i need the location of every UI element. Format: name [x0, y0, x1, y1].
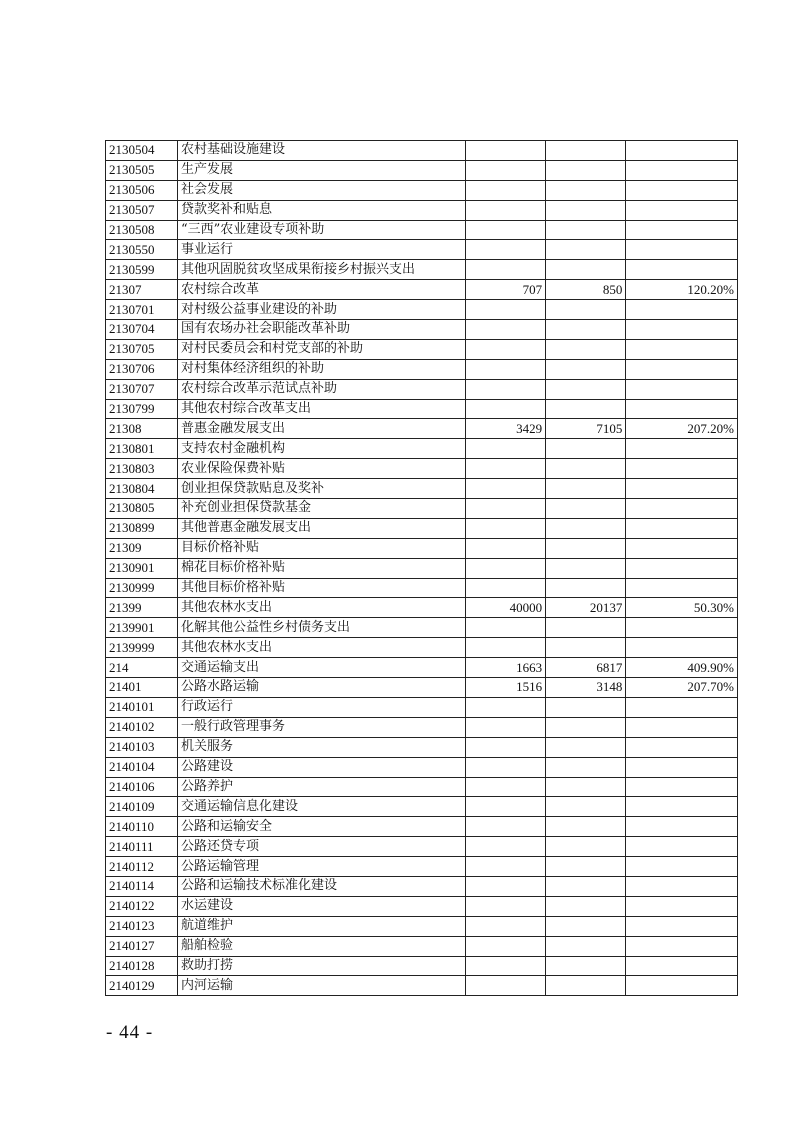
row-value1-cell — [465, 638, 545, 658]
row-code-cell: 2140103 — [106, 737, 178, 757]
row-value2-cell — [546, 956, 626, 976]
row-value1-cell: 1663 — [465, 658, 545, 678]
row-percent-cell — [626, 777, 738, 797]
row-percent-cell — [626, 757, 738, 777]
row-value1-cell — [465, 141, 545, 161]
table-row — [106, 260, 738, 280]
table-row — [106, 280, 738, 300]
table-row — [106, 538, 738, 558]
row-value2-cell — [546, 518, 626, 538]
row-percent-cell: 120.20% — [626, 280, 738, 300]
row-value2-cell: 6817 — [546, 658, 626, 678]
row-code-cell: 2130507 — [106, 200, 178, 220]
row-value2-cell — [546, 240, 626, 260]
row-percent-cell — [626, 896, 738, 916]
row-name-cell: 公路运输管理 — [177, 857, 465, 877]
row-name-cell: 农村综合改革 — [177, 280, 465, 300]
row-name-cell: 棉花目标价格补贴 — [177, 558, 465, 578]
row-code-cell: 21307 — [106, 280, 178, 300]
row-value2-cell — [546, 339, 626, 359]
row-value1-cell: 707 — [465, 280, 545, 300]
table-row — [106, 817, 738, 837]
row-value1-cell — [465, 339, 545, 359]
row-percent-cell — [626, 379, 738, 399]
row-percent-cell — [626, 837, 738, 857]
row-value2-cell — [546, 141, 626, 161]
table-row — [106, 300, 738, 320]
row-value2-cell — [546, 916, 626, 936]
row-value2-cell: 20137 — [546, 598, 626, 618]
row-value2-cell — [546, 876, 626, 896]
table-row — [106, 658, 738, 678]
row-value2-cell — [546, 618, 626, 638]
row-code-cell: 2130901 — [106, 558, 178, 578]
row-code-cell: 2130999 — [106, 578, 178, 598]
row-value1-cell — [465, 359, 545, 379]
row-name-cell: 农业保险保费补贴 — [177, 459, 465, 479]
row-percent-cell — [626, 240, 738, 260]
row-value2-cell — [546, 757, 626, 777]
row-value1-cell — [465, 479, 545, 499]
row-value1-cell — [465, 260, 545, 280]
row-value2-cell — [546, 817, 626, 837]
table-row — [106, 638, 738, 658]
row-value2-cell — [546, 857, 626, 877]
row-name-cell: 内河运输 — [177, 976, 465, 996]
row-value1-cell — [465, 240, 545, 260]
row-code-cell: 2139999 — [106, 638, 178, 658]
row-value1-cell: 3429 — [465, 419, 545, 439]
row-percent-cell: 207.20% — [626, 419, 738, 439]
row-percent-cell — [626, 320, 738, 340]
budget-table — [105, 140, 738, 996]
table-row — [106, 320, 738, 340]
row-value1-cell — [465, 320, 545, 340]
row-code-cell: 21308 — [106, 419, 178, 439]
row-code-cell: 2140127 — [106, 936, 178, 956]
row-name-cell: 农村综合改革示范试点补助 — [177, 379, 465, 399]
table-row — [106, 200, 738, 220]
row-value2-cell — [546, 459, 626, 479]
row-code-cell: 2140129 — [106, 976, 178, 996]
table-row — [106, 678, 738, 698]
table-row — [106, 558, 738, 578]
table-row — [106, 399, 738, 419]
row-name-cell: 公路建设 — [177, 757, 465, 777]
row-value2-cell — [546, 479, 626, 499]
table-row — [106, 439, 738, 459]
row-code-cell: 2130599 — [106, 260, 178, 280]
row-name-cell: 公路和运输安全 — [177, 817, 465, 837]
row-name-cell: 化解其他公益性乡村债务支出 — [177, 618, 465, 638]
row-value2-cell — [546, 160, 626, 180]
row-name-cell: 其他目标价格补贴 — [177, 578, 465, 598]
row-value1-cell — [465, 936, 545, 956]
table-row — [106, 578, 738, 598]
row-value2-cell: 850 — [546, 280, 626, 300]
row-value2-cell — [546, 578, 626, 598]
table-row — [106, 141, 738, 161]
table-row — [106, 797, 738, 817]
row-percent-cell — [626, 220, 738, 240]
row-percent-cell — [626, 300, 738, 320]
row-name-cell: 公路和运输技术标准化建设 — [177, 876, 465, 896]
budget-table-body — [106, 141, 738, 996]
row-percent-cell — [626, 160, 738, 180]
row-value2-cell — [546, 737, 626, 757]
table-row — [106, 876, 738, 896]
table-row — [106, 896, 738, 916]
row-value2-cell — [546, 260, 626, 280]
row-percent-cell — [626, 578, 738, 598]
row-code-cell: 2130506 — [106, 180, 178, 200]
row-value2-cell — [546, 697, 626, 717]
row-code-cell: 214 — [106, 658, 178, 678]
row-name-cell: 公路养护 — [177, 777, 465, 797]
row-code-cell: 2130701 — [106, 300, 178, 320]
row-name-cell: 船舶检验 — [177, 936, 465, 956]
row-code-cell: 2140106 — [106, 777, 178, 797]
table-row — [106, 956, 738, 976]
row-value1-cell — [465, 499, 545, 519]
row-value2-cell — [546, 300, 626, 320]
row-name-cell: 其他农林水支出 — [177, 598, 465, 618]
row-name-cell: 交通运输支出 — [177, 658, 465, 678]
row-code-cell: 2130550 — [106, 240, 178, 260]
row-value1-cell — [465, 200, 545, 220]
row-name-cell: 行政运行 — [177, 697, 465, 717]
row-percent-cell — [626, 857, 738, 877]
page-number: - 44 - — [106, 1022, 154, 1043]
row-percent-cell — [626, 200, 738, 220]
row-name-cell: 目标价格补贴 — [177, 538, 465, 558]
row-code-cell: 2140109 — [106, 797, 178, 817]
row-value1-cell — [465, 558, 545, 578]
row-value1-cell — [465, 896, 545, 916]
row-name-cell: 其他农村综合改革支出 — [177, 399, 465, 419]
row-percent-cell — [626, 359, 738, 379]
row-value1-cell — [465, 857, 545, 877]
row-code-cell: 2130799 — [106, 399, 178, 419]
row-name-cell: 一般行政管理事务 — [177, 717, 465, 737]
row-name-cell: 救助打捞 — [177, 956, 465, 976]
table-row — [106, 339, 738, 359]
row-code-cell: 2130705 — [106, 339, 178, 359]
row-percent-cell — [626, 518, 738, 538]
row-percent-cell — [626, 180, 738, 200]
row-code-cell: 2140111 — [106, 837, 178, 857]
table-row — [106, 837, 738, 857]
row-code-cell: 2130505 — [106, 160, 178, 180]
row-percent-cell — [626, 558, 738, 578]
table-row — [106, 857, 738, 877]
table-row — [106, 518, 738, 538]
row-name-cell: 机关服务 — [177, 737, 465, 757]
row-code-cell: 2130803 — [106, 459, 178, 479]
row-name-cell: 创业担保贷款贴息及奖补 — [177, 479, 465, 499]
row-value1-cell — [465, 916, 545, 936]
row-value1-cell — [465, 439, 545, 459]
row-percent-cell — [626, 141, 738, 161]
table-row — [106, 220, 738, 240]
row-value1-cell — [465, 817, 545, 837]
row-value2-cell — [546, 399, 626, 419]
row-code-cell: 2140101 — [106, 697, 178, 717]
row-value1-cell — [465, 618, 545, 638]
row-name-cell: 普惠金融发展支出 — [177, 419, 465, 439]
row-value2-cell — [546, 359, 626, 379]
row-name-cell: 支持农村金融机构 — [177, 439, 465, 459]
row-name-cell: 交通运输信息化建设 — [177, 797, 465, 817]
row-percent-cell: 207.70% — [626, 678, 738, 698]
row-name-cell: 国有农场办社会职能改革补助 — [177, 320, 465, 340]
row-percent-cell — [626, 479, 738, 499]
row-percent-cell — [626, 956, 738, 976]
row-value1-cell — [465, 518, 545, 538]
row-percent-cell — [626, 976, 738, 996]
row-code-cell: 2140128 — [106, 956, 178, 976]
row-value1-cell — [465, 538, 545, 558]
row-code-cell: 21309 — [106, 538, 178, 558]
row-code-cell: 2140123 — [106, 916, 178, 936]
row-value2-cell — [546, 439, 626, 459]
row-name-cell: 贷款奖补和贴息 — [177, 200, 465, 220]
row-value2-cell — [546, 837, 626, 857]
row-percent-cell — [626, 339, 738, 359]
row-value2-cell: 7105 — [546, 419, 626, 439]
table-row — [106, 757, 738, 777]
table-row — [106, 697, 738, 717]
table-row — [106, 976, 738, 996]
table-row — [106, 160, 738, 180]
row-name-cell: 其他巩固脱贫攻坚成果衔接乡村振兴支出 — [177, 260, 465, 280]
row-value1-cell — [465, 876, 545, 896]
row-name-cell: 对村集体经济组织的补助 — [177, 359, 465, 379]
row-value1-cell: 1516 — [465, 678, 545, 698]
row-name-cell: 对村民委员会和村党支部的补助 — [177, 339, 465, 359]
row-code-cell: 2130801 — [106, 439, 178, 459]
row-value1-cell — [465, 379, 545, 399]
row-value1-cell — [465, 578, 545, 598]
table-row — [106, 777, 738, 797]
row-value1-cell — [465, 777, 545, 797]
row-value1-cell — [465, 956, 545, 976]
table-row — [106, 379, 738, 399]
row-name-cell: 水运建设 — [177, 896, 465, 916]
row-value2-cell — [546, 558, 626, 578]
row-code-cell: 2140114 — [106, 876, 178, 896]
row-percent-cell — [626, 817, 738, 837]
row-value1-cell — [465, 220, 545, 240]
row-value1-cell — [465, 160, 545, 180]
row-percent-cell — [626, 459, 738, 479]
row-value2-cell — [546, 717, 626, 737]
row-percent-cell — [626, 876, 738, 896]
row-value2-cell — [546, 976, 626, 996]
table-row — [106, 499, 738, 519]
row-code-cell: 2130805 — [106, 499, 178, 519]
row-percent-cell — [626, 916, 738, 936]
row-value2-cell — [546, 320, 626, 340]
row-value2-cell — [546, 797, 626, 817]
row-value2-cell — [546, 538, 626, 558]
table-row — [106, 479, 738, 499]
table-row — [106, 618, 738, 638]
row-value2-cell — [546, 220, 626, 240]
row-code-cell: 2130508 — [106, 220, 178, 240]
row-value2-cell — [546, 777, 626, 797]
row-code-cell: 2130899 — [106, 518, 178, 538]
row-code-cell: 2140102 — [106, 717, 178, 737]
row-code-cell: 21401 — [106, 678, 178, 698]
row-value1-cell — [465, 399, 545, 419]
row-name-cell: 航道维护 — [177, 916, 465, 936]
row-value1-cell — [465, 300, 545, 320]
row-code-cell: 2130707 — [106, 379, 178, 399]
row-value2-cell: 3148 — [546, 678, 626, 698]
row-code-cell: 21399 — [106, 598, 178, 618]
row-value2-cell — [546, 379, 626, 399]
row-value1-cell — [465, 976, 545, 996]
row-percent-cell — [626, 499, 738, 519]
row-percent-cell — [626, 399, 738, 419]
table-row — [106, 180, 738, 200]
row-value1-cell — [465, 697, 545, 717]
row-code-cell: 2140110 — [106, 817, 178, 837]
row-name-cell: 公路水路运输 — [177, 678, 465, 698]
row-name-cell: 农村基础设施建设 — [177, 141, 465, 161]
row-percent-cell — [626, 618, 738, 638]
row-name-cell: “三西”农业建设专项补助 — [177, 220, 465, 240]
row-percent-cell — [626, 638, 738, 658]
row-code-cell: 2139901 — [106, 618, 178, 638]
table-row — [106, 419, 738, 439]
row-code-cell: 2130804 — [106, 479, 178, 499]
row-value2-cell — [546, 200, 626, 220]
row-name-cell: 其他普惠金融发展支出 — [177, 518, 465, 538]
row-value1-cell — [465, 757, 545, 777]
row-code-cell: 2130704 — [106, 320, 178, 340]
row-percent-cell — [626, 797, 738, 817]
row-name-cell: 事业运行 — [177, 240, 465, 260]
table-row — [106, 598, 738, 618]
row-percent-cell — [626, 737, 738, 757]
row-name-cell: 生产发展 — [177, 160, 465, 180]
table-row — [106, 936, 738, 956]
row-value2-cell — [546, 896, 626, 916]
row-name-cell: 社会发展 — [177, 180, 465, 200]
row-percent-cell — [626, 717, 738, 737]
row-value1-cell — [465, 717, 545, 737]
row-percent-cell — [626, 439, 738, 459]
row-value1-cell — [465, 837, 545, 857]
row-percent-cell — [626, 936, 738, 956]
table-row — [106, 240, 738, 260]
table-row — [106, 737, 738, 757]
row-percent-cell: 50.30% — [626, 598, 738, 618]
table-row — [106, 359, 738, 379]
row-name-cell: 公路还贷专项 — [177, 837, 465, 857]
row-value2-cell — [546, 936, 626, 956]
row-percent-cell — [626, 697, 738, 717]
row-percent-cell — [626, 538, 738, 558]
row-code-cell: 2140122 — [106, 896, 178, 916]
table-row — [106, 916, 738, 936]
row-value2-cell — [546, 180, 626, 200]
row-name-cell: 其他农林水支出 — [177, 638, 465, 658]
row-value1-cell — [465, 459, 545, 479]
row-percent-cell — [626, 260, 738, 280]
row-code-cell: 2140104 — [106, 757, 178, 777]
row-value1-cell — [465, 797, 545, 817]
row-value1-cell — [465, 737, 545, 757]
row-value1-cell: 40000 — [465, 598, 545, 618]
table-row — [106, 459, 738, 479]
row-value2-cell — [546, 638, 626, 658]
row-code-cell: 2140112 — [106, 857, 178, 877]
row-code-cell: 2130706 — [106, 359, 178, 379]
row-name-cell: 对村级公益事业建设的补助 — [177, 300, 465, 320]
row-value1-cell — [465, 180, 545, 200]
row-name-cell: 补充创业担保贷款基金 — [177, 499, 465, 519]
table-row — [106, 717, 738, 737]
row-percent-cell: 409.90% — [626, 658, 738, 678]
row-code-cell: 2130504 — [106, 141, 178, 161]
row-value2-cell — [546, 499, 626, 519]
